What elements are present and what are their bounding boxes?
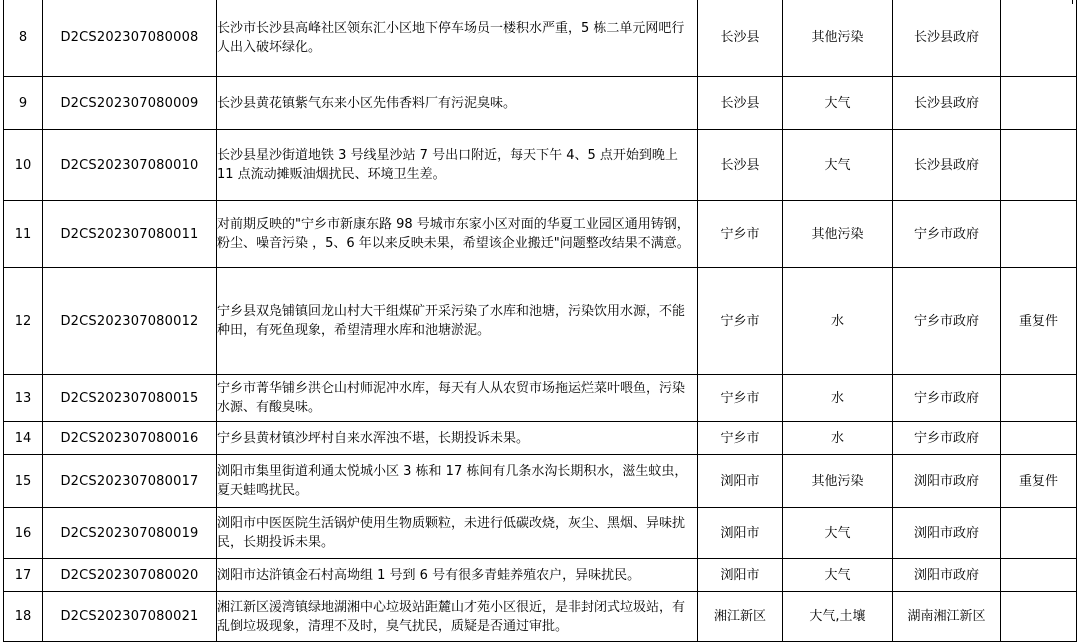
remark bbox=[1001, 559, 1077, 592]
complaint-description: 宁乡县黄材镇沙坪村自来水浑浊不堪，长期投诉未果。 bbox=[217, 422, 698, 455]
administrative-area: 长沙县 bbox=[698, 0, 783, 77]
complaint-description: 长沙县黄花镇紫气东来小区先伟香料厂有污泥臭味。 bbox=[217, 77, 698, 130]
page-edge-mark bbox=[1072, 0, 1073, 4]
pollution-type: 大气 bbox=[783, 508, 893, 559]
case-code: D2CS202307080009 bbox=[43, 77, 217, 130]
administrative-area: 长沙县 bbox=[698, 77, 783, 130]
row-number: 8 bbox=[4, 0, 43, 77]
pollution-type: 大气 bbox=[783, 77, 893, 130]
administrative-area: 浏阳市 bbox=[698, 559, 783, 592]
pollution-type: 水 bbox=[783, 375, 893, 422]
administrative-area: 宁乡市 bbox=[698, 375, 783, 422]
table-row bbox=[4, 422, 1077, 455]
responsible-department: 湖南湘江新区 bbox=[893, 592, 1001, 642]
remark bbox=[1001, 592, 1077, 642]
complaint-description: 宁乡市菁华铺乡洪仑山村师泥冲水库，每天有人从农贸市场拖运烂菜叶喂鱼，污染水源、有酸臭味。 bbox=[217, 375, 698, 422]
pollution-type: 水 bbox=[783, 422, 893, 455]
pollution-type: 水 bbox=[783, 268, 893, 375]
remark: 重复件 bbox=[1001, 268, 1077, 375]
responsible-department: 长沙县政府 bbox=[893, 0, 1001, 77]
remark bbox=[1001, 375, 1077, 422]
row-number: 9 bbox=[4, 77, 43, 130]
administrative-area: 浏阳市 bbox=[698, 508, 783, 559]
row-number: 11 bbox=[4, 201, 43, 268]
table-row bbox=[4, 77, 1077, 130]
row-number: 12 bbox=[4, 268, 43, 375]
case-code: D2CS202307080011 bbox=[43, 201, 217, 268]
row-number: 10 bbox=[4, 130, 43, 201]
table-row bbox=[4, 130, 1077, 201]
complaint-description: 浏阳市达浒镇金石村高坳组 1 号到 6 号有很多青蛙养殖农户，异味扰民。 bbox=[217, 559, 698, 592]
complaint-description: 湘江新区湲湾镇绿地湖湘中心垃圾站距麓山才苑小区很近，是非封闭式垃圾站，有乱倒垃圾现象，清理不及时，臭气扰民，质疑是否通过审批。 bbox=[217, 592, 698, 642]
pollution-type: 其他污染 bbox=[783, 0, 893, 77]
row-number: 13 bbox=[4, 375, 43, 422]
complaint-description: 浏阳市集里街道利通太悦城小区 3 栋和 17 栋间有几条水沟长期积水，滋生蚊虫，夏天蛙鸣扰民。 bbox=[217, 455, 698, 508]
pollution-type: 大气,土壤 bbox=[783, 592, 893, 642]
responsible-department: 长沙县政府 bbox=[893, 77, 1001, 130]
remark: 重复件 bbox=[1001, 455, 1077, 508]
complaint-table bbox=[3, 0, 1077, 642]
table-row bbox=[4, 375, 1077, 422]
administrative-area: 宁乡市 bbox=[698, 201, 783, 268]
administrative-area: 长沙县 bbox=[698, 130, 783, 201]
table-row bbox=[4, 201, 1077, 268]
administrative-area: 浏阳市 bbox=[698, 455, 783, 508]
administrative-area: 宁乡市 bbox=[698, 268, 783, 375]
remark bbox=[1001, 130, 1077, 201]
remark bbox=[1001, 508, 1077, 559]
complaint-description: 宁乡县双凫铺镇回龙山村大干组煤矿开采污染了水库和池塘，污染饮用水源，不能种田，有死鱼现象，希望清理水库和池塘淤泥。 bbox=[217, 268, 698, 375]
responsible-department: 浏阳市政府 bbox=[893, 508, 1001, 559]
responsible-department: 宁乡市政府 bbox=[893, 375, 1001, 422]
row-number: 14 bbox=[4, 422, 43, 455]
remark bbox=[1001, 422, 1077, 455]
table-row bbox=[4, 455, 1077, 508]
responsible-department: 宁乡市政府 bbox=[893, 201, 1001, 268]
case-code: D2CS202307080021 bbox=[43, 592, 217, 642]
case-code: D2CS202307080015 bbox=[43, 375, 217, 422]
case-code: D2CS202307080012 bbox=[43, 268, 217, 375]
responsible-department: 长沙县政府 bbox=[893, 130, 1001, 201]
responsible-department: 浏阳市政府 bbox=[893, 559, 1001, 592]
pollution-type: 其他污染 bbox=[783, 455, 893, 508]
administrative-area: 宁乡市 bbox=[698, 422, 783, 455]
responsible-department: 浏阳市政府 bbox=[893, 455, 1001, 508]
pollution-type: 其他污染 bbox=[783, 201, 893, 268]
table-row bbox=[4, 592, 1077, 642]
table-row bbox=[4, 0, 1077, 77]
case-code: D2CS202307080020 bbox=[43, 559, 217, 592]
case-code: D2CS202307080008 bbox=[43, 0, 217, 77]
complaint-description: 长沙市长沙县高峰社区领东汇小区地下停车场员一楼积水严重，5 栋二单元网吧行人出入破坏绿化。 bbox=[217, 0, 698, 77]
case-code: D2CS202307080016 bbox=[43, 422, 217, 455]
table-row bbox=[4, 508, 1077, 559]
remark bbox=[1001, 0, 1077, 77]
complaint-description: 对前期反映的"宁乡市新康东路 98 号城市东家小区对面的华夏工业园区通用铸钢，粉尘、噪音污染 ，5、6 年以来反映未果，希望该企业搬迁"问题整改结果不满意。 bbox=[217, 201, 698, 268]
case-code: D2CS202307080017 bbox=[43, 455, 217, 508]
case-code: D2CS202307080019 bbox=[43, 508, 217, 559]
row-number: 17 bbox=[4, 559, 43, 592]
table-row bbox=[4, 268, 1077, 375]
complaint-description: 浏阳市中医医院生活锅炉使用生物质颗粒，未进行低碳改烧，灰尘、黑烟、异味扰民，长期投诉未果。 bbox=[217, 508, 698, 559]
pollution-type: 大气 bbox=[783, 130, 893, 201]
remark bbox=[1001, 201, 1077, 268]
row-number: 16 bbox=[4, 508, 43, 559]
row-number: 18 bbox=[4, 592, 43, 642]
remark bbox=[1001, 77, 1077, 130]
administrative-area: 湘江新区 bbox=[698, 592, 783, 642]
responsible-department: 宁乡市政府 bbox=[893, 268, 1001, 375]
row-number: 15 bbox=[4, 455, 43, 508]
pollution-type: 大气 bbox=[783, 559, 893, 592]
table-row bbox=[4, 559, 1077, 592]
complaint-description: 长沙县星沙街道地铁 3 号线星沙站 7 号出口附近，每天下午 4、5 点开始到晚上 11 点流动摊贩油烟扰民、环境卫生差。 bbox=[217, 130, 698, 201]
case-code: D2CS202307080010 bbox=[43, 130, 217, 201]
responsible-department: 宁乡市政府 bbox=[893, 422, 1001, 455]
